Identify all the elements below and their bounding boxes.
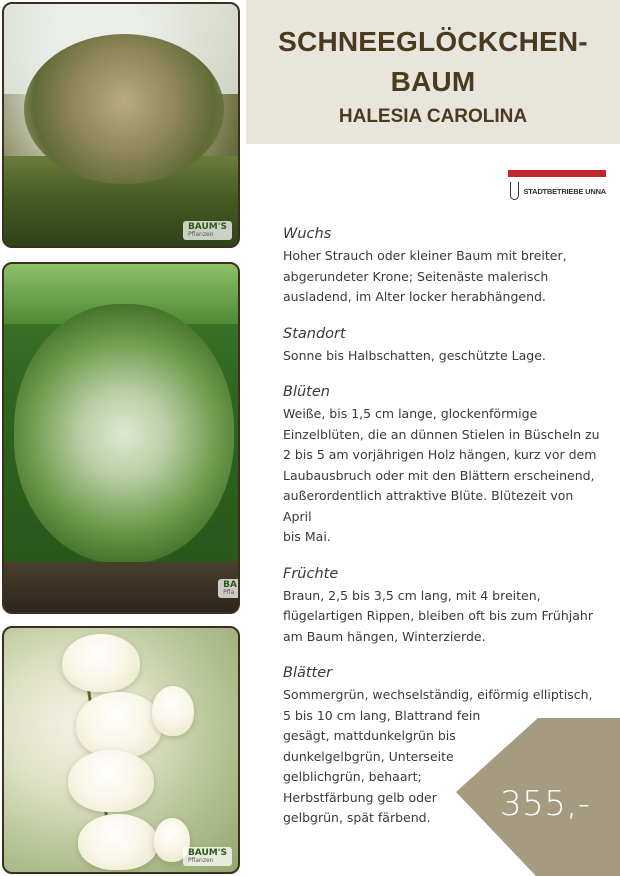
page-title: SCHNEEGLÖCKCHEN- BAUM bbox=[278, 26, 588, 97]
section-heading: Wuchs bbox=[283, 226, 332, 242]
section-text: Hoher Strauch oder kleiner Baum mit breiter, abgerundeter Krone; Seitenäste malerisch ausladend, im Alter locker herabhängend. bbox=[283, 248, 567, 304]
section-text: Weiße, bis 1,5 cm lange, glockenförmige Einzelblüten, die an dünnen Stielen in Büscheln zu 2 bis 5 am vorjährigen Holz hängen, kurz vor dem Laubausbruch oder mit den Blättern erscheinend, außerordentlich attraktive Blüte. Blütezeit von April bis Mai. bbox=[283, 406, 600, 544]
section-text: Braun, 2,5 bis 3,5 cm lang, mit 4 breiten, flügelartigen Rippen, bleiben oft bis zum Frühjahr am Baum hängen, Winterzierde. bbox=[283, 587, 593, 644]
botanical-name: HALESIA CAROLINA bbox=[338, 106, 528, 127]
section-heading: Früchte bbox=[283, 565, 339, 582]
section-text: Sommergrün, wechselständig, eiförmig elliptisch, 5 bis 10 cm lang, Blattrand fein gesägt, mattdunkelgrün bis dunkelgelbgrün, Unterseite gelblichgrün, behaart; Herbstfärbung gelb oder gelbgrün, spät färbend. bbox=[283, 687, 593, 825]
section-heading: Blüten bbox=[283, 384, 330, 400]
baums-logo: BA Pfla bbox=[218, 579, 240, 598]
baums-logo: BAUM'S Pflanzen bbox=[183, 847, 232, 866]
section-text: Sonne bis Halbschatten, geschützte Lage. bbox=[283, 347, 546, 363]
baums-logo: BAUM'S Pflanzen bbox=[183, 221, 232, 240]
section-heading: Blätter bbox=[283, 665, 333, 681]
section-heading: Standort bbox=[283, 325, 346, 342]
price-label: 355,- bbox=[500, 784, 591, 824]
logo-text: STADTBETRIEBE UNNA bbox=[523, 186, 606, 196]
